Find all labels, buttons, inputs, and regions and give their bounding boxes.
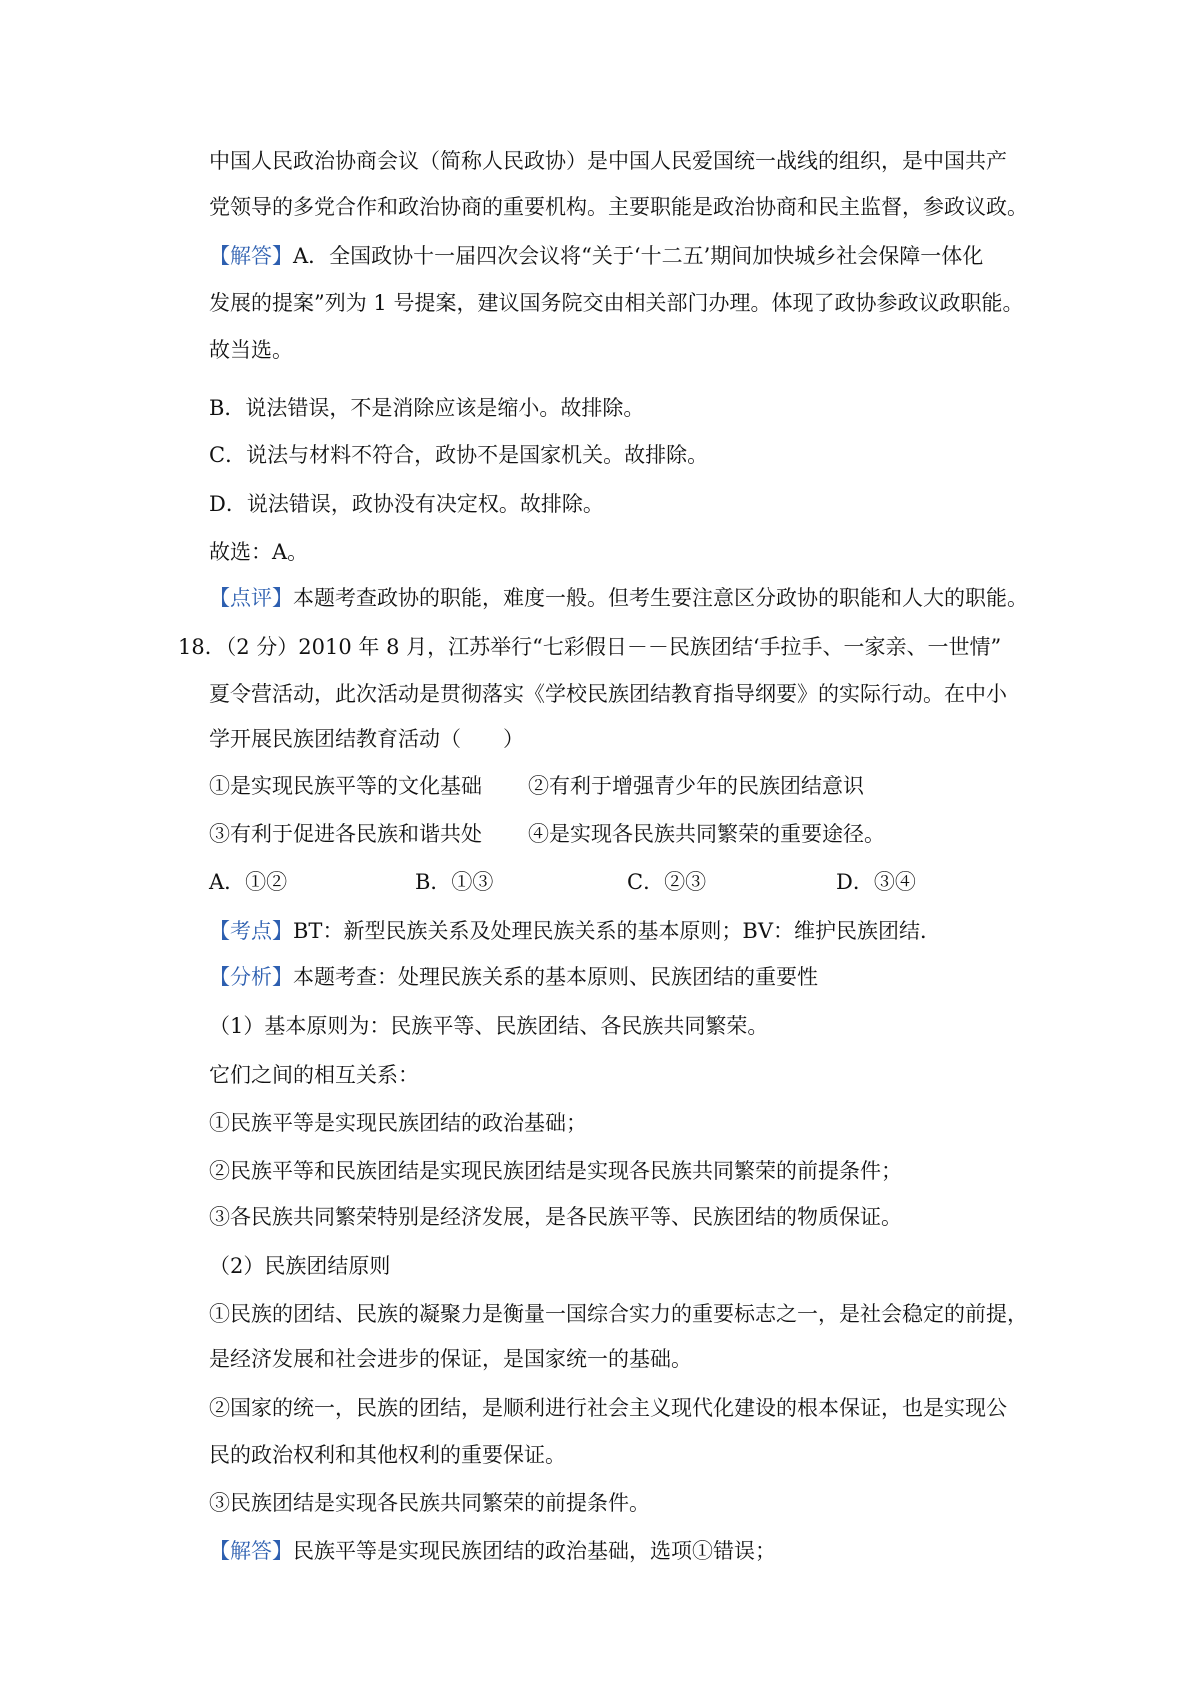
statement-item: ③有利于促进各民族和谐共处 — [209, 822, 482, 846]
answer-option-d: D．说法错误，政协没有决定权。故排除。 — [209, 492, 604, 516]
jieda-paragraph — [209, 1537, 776, 1565]
stem-line: （2 分）2010 年 8 月，江苏举行“七彩假日－－民族团结‘手拉手、一家亲、一世情” — [225, 635, 1002, 659]
fenxi-paragraph — [209, 963, 818, 991]
statement-item: ④是实现各民族共同繁荣的重要途径。 — [528, 822, 885, 846]
choice-d: D．③④ — [836, 870, 916, 894]
comment-tag: 【点评】 — [209, 586, 293, 610]
answer-option-c: C．说法与材料不符合，政协不是国家机关。故排除。 — [209, 443, 709, 467]
comment-text: 本题考查政协的职能，难度一般。但考生要注意区分政协的职能和人大的职能。 — [293, 586, 1028, 610]
answer-line: 发展的提案”列为 1 号提案，建议国务院交由相关部门办理。体现了政协参政议政职能。 — [209, 291, 1024, 315]
statement-item: ②有利于增强青少年的民族团结意识 — [528, 774, 864, 798]
question-number: 18． — [178, 635, 226, 659]
fenxi-tag: 【分析】 — [209, 965, 293, 989]
kaodian-tag: 【考点】 — [209, 919, 293, 943]
stem-line: 学开展民族团结教育活动（ ） — [209, 727, 524, 751]
answer-final: 故选：A。 — [209, 540, 309, 564]
analysis-line: ②国家的统一，民族的团结，是顺利进行社会主义现代化建设的根本保证，也是实现公 — [209, 1396, 1007, 1420]
answer-option-b: B．说法错误，不是消除应该是缩小。故排除。 — [209, 396, 645, 420]
stem-line: 夏令营活动，此次活动是贯彻落实《学校民族团结教育指导纲要》的实际行动。在中小 — [209, 682, 1007, 706]
analysis-line: 它们之间的相互关系： — [209, 1063, 419, 1087]
analysis-line: 是经济发展和社会进步的保证，是国家统一的基础。 — [209, 1347, 692, 1371]
choice-c: C．②③ — [627, 870, 707, 894]
analysis-line: （1）基本原则为：民族平等、民族团结、各民族共同繁荣。 — [209, 1014, 769, 1038]
analysis-line: ③各民族共同繁荣特别是经济发展，是各民族平等、民族团结的物质保证。 — [209, 1205, 902, 1229]
answer-line: 故当选。 — [209, 338, 293, 362]
statement-item: ①是实现民族平等的文化基础 — [209, 774, 482, 798]
analysis-line: ①民族的团结、民族的凝聚力是衡量一国综合实力的重要标志之一，是社会稳定的前提， — [209, 1302, 1028, 1326]
analysis-line: 党领导的多党合作和政治协商的重要机构。主要职能是政治协商和民主监督，参政议政。 — [209, 195, 1028, 219]
jieda-text: 民族平等是实现民族团结的政治基础，选项①错误； — [293, 1539, 776, 1563]
kaodian-paragraph — [209, 917, 941, 945]
answer-line: A．全国政协十一届四次会议将“关于‘十二五’期间加快城乡社会保障一体化 — [293, 244, 984, 268]
choice-a: A．①② — [209, 870, 288, 894]
analysis-line: ①民族平等是实现民族团结的政治基础； — [209, 1111, 587, 1135]
analysis-line: （2）民族团结原则 — [209, 1254, 391, 1278]
fenxi-text: 本题考查：处理民族关系的基本原则、民族团结的重要性 — [293, 965, 818, 989]
analysis-line: 中国人民政治协商会议（简称人民政协）是中国人民爱国统一战线的组织，是中国共产 — [209, 149, 1007, 173]
comment-paragraph — [209, 584, 1028, 612]
kaodian-text: BT：新型民族关系及处理民族关系的基本原则；BV：维护民族团结． — [293, 919, 942, 943]
choice-b: B．①③ — [415, 870, 494, 894]
answer-paragraph — [209, 242, 983, 270]
jieda-tag: 【解答】 — [209, 1539, 293, 1563]
analysis-line: 民的政治权利和其他权利的重要保证。 — [209, 1443, 566, 1467]
answer-tag: 【解答】 — [209, 244, 293, 268]
question-18-stem — [178, 633, 1001, 661]
analysis-line: ②民族平等和民族团结是实现民族团结是实现各民族共同繁荣的前提条件； — [209, 1159, 902, 1183]
analysis-line: ③民族团结是实现各民族共同繁荣的前提条件。 — [209, 1491, 650, 1515]
